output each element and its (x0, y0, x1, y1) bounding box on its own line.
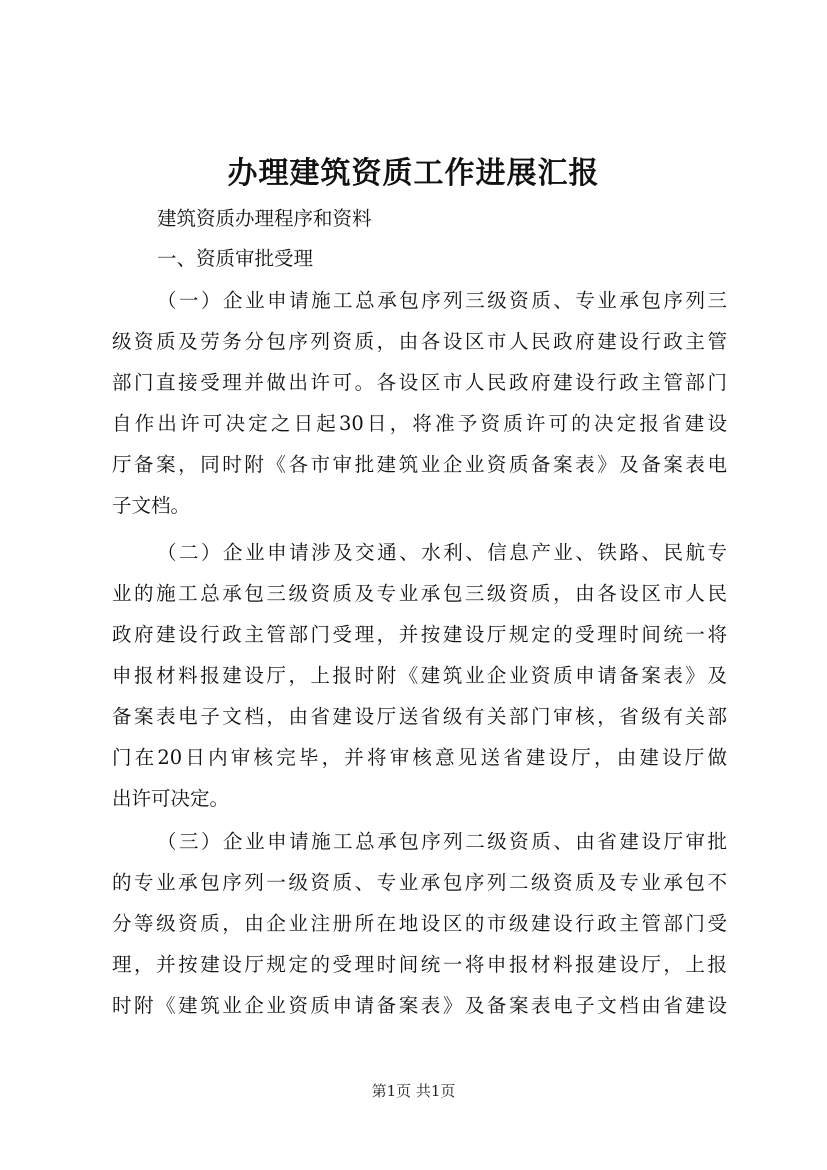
paragraph-line: 理，并按建设厅规定的受理时间统一将申报材料报建设厅，上报 (112, 953, 727, 976)
paragraph-line: 级资质及劳务分包序列资质，由各设区市人民政府建设行政主管 (112, 330, 727, 353)
paragraph-line: （二）企业申请涉及交通、水利、信息产业、铁路、民航专 (157, 541, 727, 564)
paragraph-line: （三）企业申请施工总承包序列二级资质、由省建设厅审批 (157, 830, 727, 853)
paragraph-line: 政府建设行政主管部门受理，并按建设厅规定的受理时间统一将 (112, 623, 727, 646)
paragraph-line: 出许可决定。 (112, 787, 230, 810)
paragraph-line: 子文档。 (112, 494, 191, 517)
paragraph-line: 时附《建筑业企业资质申请备案表》及备案表电子文档由省建设 (112, 994, 727, 1017)
paragraph-line: 业的施工总承包三级资质及专业承包三级资质，由各设区市人民 (112, 582, 727, 605)
document-subtitle: 建筑资质办理程序和资料 (157, 207, 372, 230)
document-title: 办理建筑资质工作进展汇报 (227, 156, 600, 191)
paragraph-line: 分等级资质，由企业注册所在地设区的市级建设行政主管部门受 (112, 912, 727, 935)
section-heading: 一、资质审批受理 (157, 247, 314, 270)
paragraph-line: 厅备案，同时附《各市审批建筑业企业资质备案表》及备案表电 (112, 453, 727, 476)
paragraph-line: 部门直接受理并做出许可。各设区市人民政府建设行政主管部门 (112, 371, 727, 394)
paragraph-line: 门在20日内审核完毕，并将审核意见送省建设厅，由建设厅做 (112, 746, 727, 769)
paragraph-line: （一）企业申请施工总承包序列三级资质、专业承包序列三 (157, 289, 727, 312)
paragraph-line: 备案表电子文档，由省建设厅送省级有关部门审核，省级有关部 (112, 705, 727, 728)
paragraph-line: 申报材料报建设厅，上报时附《建筑业企业资质申请备案表》及 (112, 664, 727, 687)
page-footer: 第1页 共1页 (371, 1082, 456, 1100)
paragraph-line: 的专业承包序列一级资质、专业承包序列二级资质及专业承包不 (112, 871, 727, 894)
paragraph-line: 自作出许可决定之日起30日，将准予资质许可的决定报省建设 (112, 412, 727, 435)
